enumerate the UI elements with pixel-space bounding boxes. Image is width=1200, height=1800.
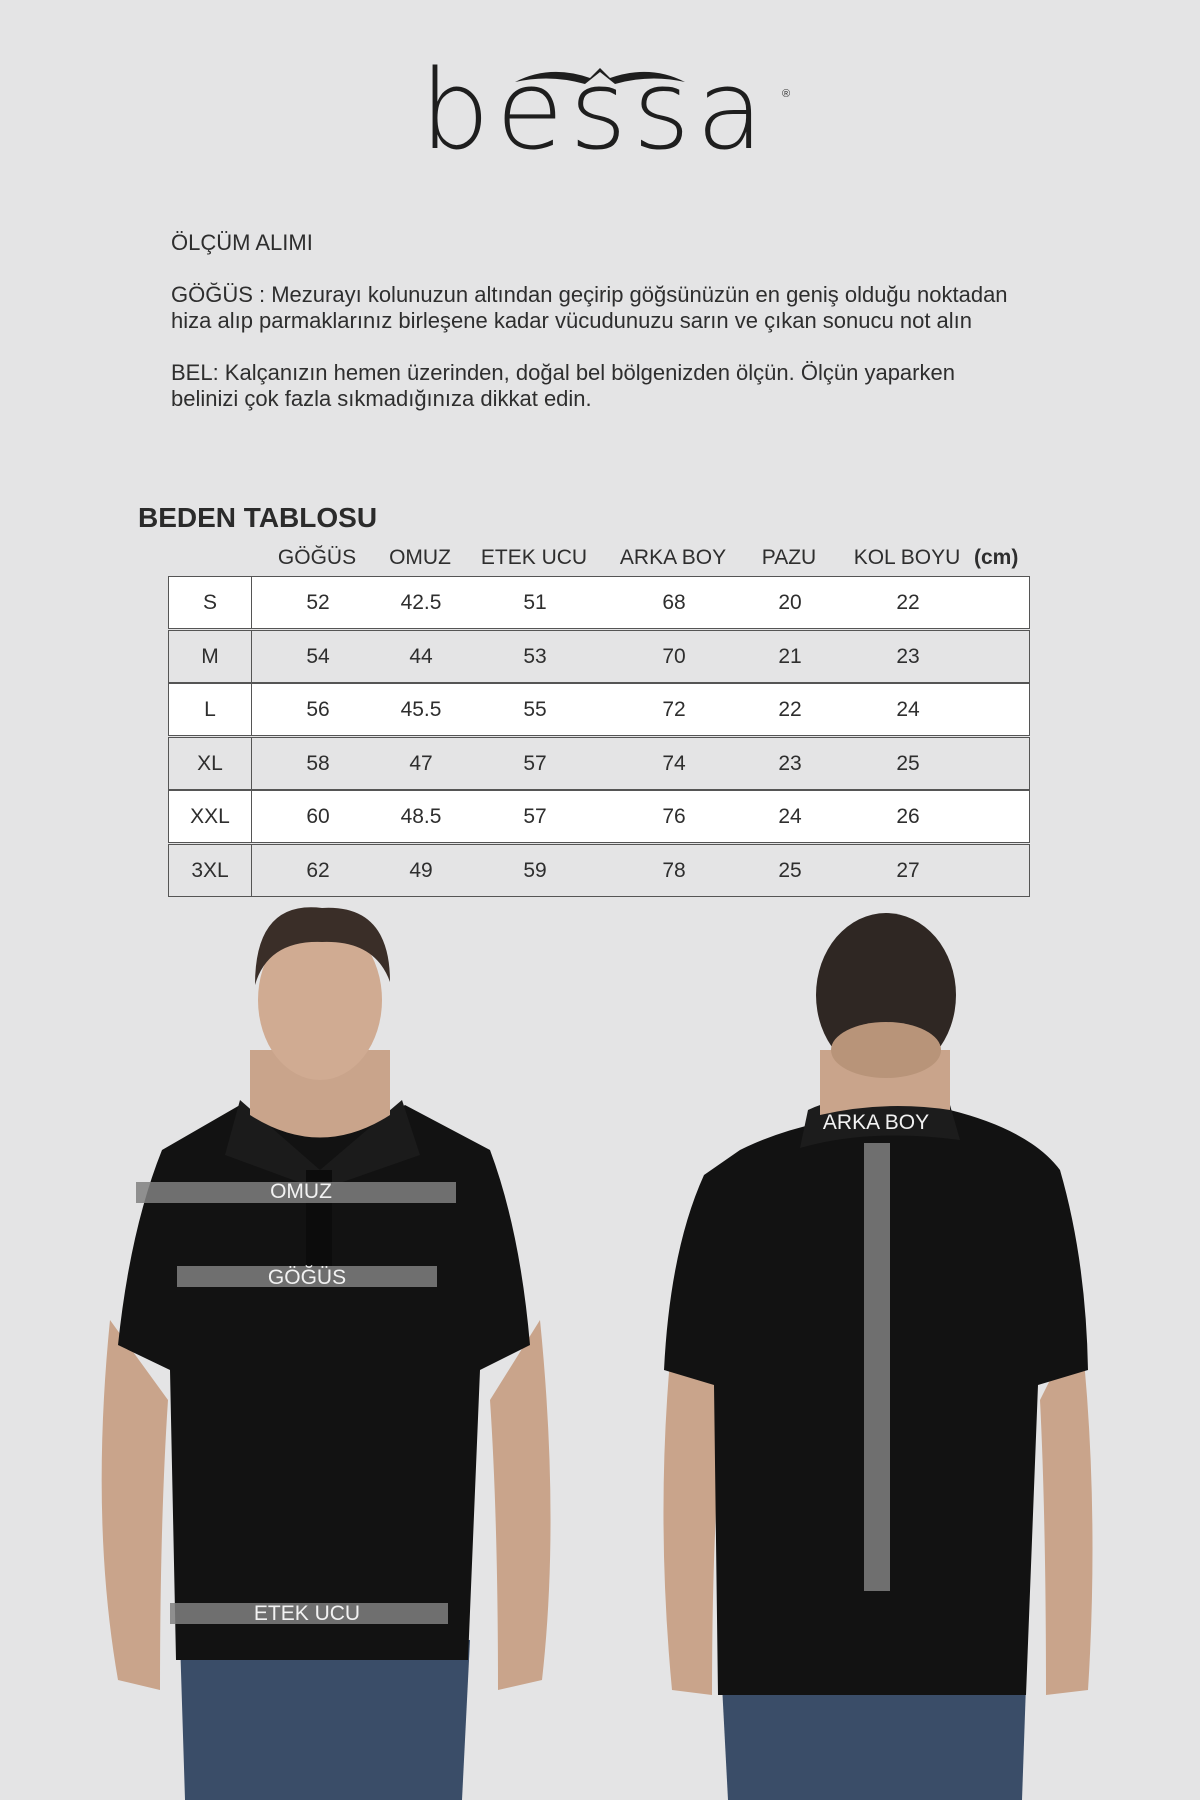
value-cell: 51 <box>523 591 547 614</box>
value-cell: 57 <box>523 751 547 775</box>
value-cell: 45.5 <box>400 698 442 721</box>
col-header-sleeve-length: KOL BOYU <box>853 546 961 569</box>
value-cell: 74 <box>662 751 686 775</box>
value-cell: 23 <box>896 644 920 668</box>
value-cell: 57 <box>523 805 547 828</box>
value-cell: 22 <box>778 698 802 721</box>
size-column-divider <box>251 577 252 628</box>
value-cell: 72 <box>662 698 686 721</box>
col-header-chest: GÖĞÜS <box>277 546 357 569</box>
waist-instruction: BEL: Kalçanızın hemen üzerinden, doğal bel bölgenizden ölçün. Ölçün yaparken belinizi çok fazla sıkmadığınıza dikkat edin. <box>171 360 955 411</box>
size-column-divider <box>251 631 252 682</box>
value-cell: 55 <box>523 698 547 721</box>
value-cell: 68 <box>662 591 686 614</box>
size-cell: XL <box>197 751 223 775</box>
registered-mark: ® <box>782 88 791 100</box>
value-cell: 53 <box>523 644 547 668</box>
size-column-divider <box>251 791 252 842</box>
unit-label: (cm) <box>974 546 1019 569</box>
size-cell: S <box>202 591 218 614</box>
value-cell: 24 <box>896 698 920 721</box>
size-cell: XXL <box>190 805 230 828</box>
front-model-photo <box>90 900 560 1800</box>
value-cell: 52 <box>306 591 330 614</box>
value-cell: 76 <box>662 805 686 828</box>
value-cell: 21 <box>778 644 802 668</box>
value-cell: 27 <box>896 858 920 882</box>
front-model-illustration <box>90 900 560 1800</box>
value-cell: 58 <box>306 751 330 775</box>
shoulder-measure-label: OMUZ <box>270 1180 332 1203</box>
value-cell: 48.5 <box>400 805 442 828</box>
back-model-photo <box>650 900 1100 1800</box>
col-header-bicep: PAZU <box>761 546 817 569</box>
size-column-divider <box>251 684 252 735</box>
col-header-hem: ETEK UCU <box>480 546 588 569</box>
size-cell: L <box>204 698 216 721</box>
hem-measure-label: ETEK UCU <box>253 1602 361 1625</box>
value-cell: 56 <box>306 698 330 721</box>
value-cell: 44 <box>409 644 433 668</box>
value-cell: 26 <box>896 805 920 828</box>
back-length-measure-band <box>864 1143 890 1591</box>
table-row <box>168 790 1030 843</box>
size-column-divider <box>251 738 252 789</box>
value-cell: 23 <box>778 751 802 775</box>
table-row <box>168 576 1030 629</box>
value-cell: 60 <box>306 805 330 828</box>
value-cell: 25 <box>778 858 802 882</box>
value-cell: 70 <box>662 644 686 668</box>
col-header-back-length: ARKA BOY <box>619 546 727 569</box>
instructions-heading: ÖLÇÜM ALIMI <box>171 230 313 255</box>
value-cell: 78 <box>662 858 686 882</box>
size-column-divider <box>251 845 252 896</box>
size-cell: 3XL <box>191 858 229 882</box>
table-row <box>168 844 1030 897</box>
col-header-shoulder: OMUZ <box>389 546 451 569</box>
table-row <box>168 630 1030 683</box>
brand-logo <box>420 46 791 174</box>
value-cell: 59 <box>523 858 547 882</box>
value-cell: 25 <box>896 751 920 775</box>
value-cell: 47 <box>409 751 433 775</box>
chest-measure-label: GÖĞÜS <box>267 1266 347 1289</box>
value-cell: 22 <box>896 591 920 614</box>
value-cell: 42.5 <box>400 591 442 614</box>
value-cell: 20 <box>778 591 802 614</box>
table-row <box>168 683 1030 736</box>
table-row <box>168 737 1030 790</box>
chest-instruction: GÖĞÜS : Mezurayı kolunuzun altından geçirip göğsünüzün en geniş olduğu noktadan hiza alıp parmaklarınız birleşene kadar vücudunuzu sarın ve çıkan sonucu not alın <box>171 282 1008 333</box>
measurement-instructions <box>171 230 1011 438</box>
value-cell: 24 <box>778 805 802 828</box>
value-cell: 62 <box>306 858 330 882</box>
value-cell: 49 <box>409 858 433 882</box>
brand-wordmark: bessa <box>420 46 770 174</box>
size-table-title: BEDEN TABLOSU <box>138 502 378 533</box>
size-table <box>168 546 1032 898</box>
value-cell: 54 <box>306 644 330 668</box>
back-length-measure-label: ARKA BOY <box>822 1111 930 1134</box>
size-cell: M <box>201 644 219 668</box>
